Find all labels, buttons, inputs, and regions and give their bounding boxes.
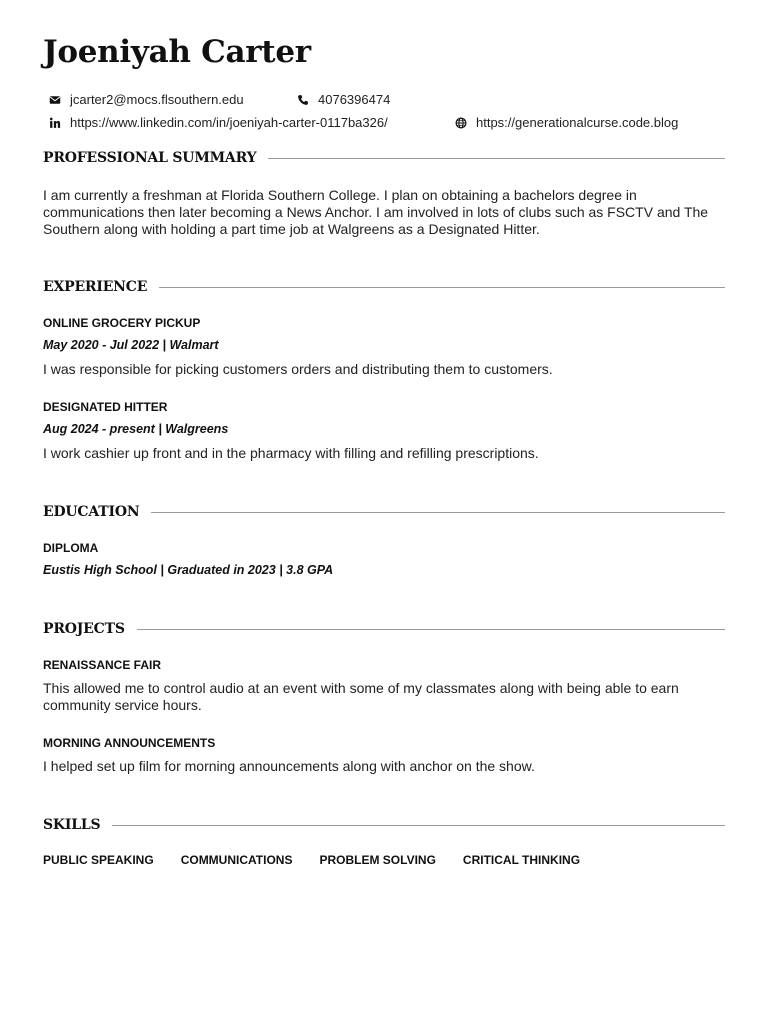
experience-item-desc: I work cashier up front and in the pharmacy with filling and refilling prescriptions. — [43, 445, 539, 461]
skills-section-header — [43, 817, 725, 833]
globe-icon — [454, 116, 467, 129]
experience-item-title: ONLINE GROCERY PICKUP — [43, 316, 201, 330]
skills-list — [43, 853, 607, 867]
education-section-header — [43, 504, 725, 520]
summary-text: I am currently a freshman at Florida Southern College. I plan on obtaining a bachelors degree in communications then later becoming a News Anchor. I am involved in lots of clubs such as FSCTV and The Southern along with holding a part time job at Walgreens as a Designated Hitter. — [43, 187, 709, 237]
experience-item-meta: Aug 2024 - present | Walgreens — [43, 422, 229, 436]
project-item-desc: This allowed me to control audio at an event with some of my classmates along with being able to earn community service hours. — [43, 680, 679, 713]
experience-title: EXPERIENCE — [43, 279, 148, 295]
section-divider — [151, 512, 725, 513]
linkedin-text: https://www.linkedin.com/in/joeniyah-carter-0117ba326/ — [70, 115, 388, 130]
education-item-title: DIPLOMA — [43, 541, 99, 555]
project-item-title: MORNING ANNOUNCEMENTS — [43, 736, 216, 750]
contact-website[interactable] — [454, 115, 678, 130]
skill-item: COMMUNICATIONS — [180, 853, 293, 867]
website-text: https://generationalcurse.code.blog — [476, 115, 679, 130]
phone-text: 4076396474 — [318, 92, 391, 107]
linkedin-icon — [48, 116, 61, 129]
envelope-icon — [48, 93, 61, 106]
section-divider — [137, 629, 725, 630]
email-text: jcarter2@mocs.flsouthern.edu — [70, 92, 244, 107]
skill-item: PUBLIC SPEAKING — [43, 853, 154, 867]
experience-item-title: DESIGNATED HITTER — [43, 400, 168, 414]
project-item-desc: I helped set up film for morning announcements along with anchor on the show. — [43, 758, 535, 774]
experience-item-desc: I was responsible for picking customers orders and distributing them to customers. — [43, 361, 553, 377]
education-title: EDUCATION — [43, 504, 140, 520]
experience-item-meta: May 2020 - Jul 2022 | Walmart — [43, 338, 219, 352]
experience-section-header — [43, 279, 725, 295]
summary-title: PROFESSIONAL SUMMARY — [43, 150, 257, 166]
education-item-meta: Eustis High School | Graduated in 2023 | 3.8 GPA — [43, 563, 334, 577]
projects-title: PROJECTS — [43, 621, 125, 637]
section-divider — [159, 287, 725, 288]
contact-email[interactable] — [48, 92, 244, 107]
projects-section-header — [43, 621, 725, 637]
candidate-name: Joeniyah Carter — [43, 34, 311, 70]
skill-item: PROBLEM SOLVING — [319, 853, 436, 867]
summary-section-header — [43, 150, 725, 166]
skills-title: SKILLS — [43, 817, 101, 833]
phone-icon — [296, 93, 309, 106]
skill-item: CRITICAL THINKING — [462, 853, 581, 867]
section-divider — [112, 825, 725, 826]
contact-phone[interactable] — [296, 92, 390, 107]
project-item-title: RENAISSANCE FAIR — [43, 658, 162, 672]
section-divider — [268, 158, 725, 159]
contact-linkedin[interactable] — [48, 115, 388, 130]
